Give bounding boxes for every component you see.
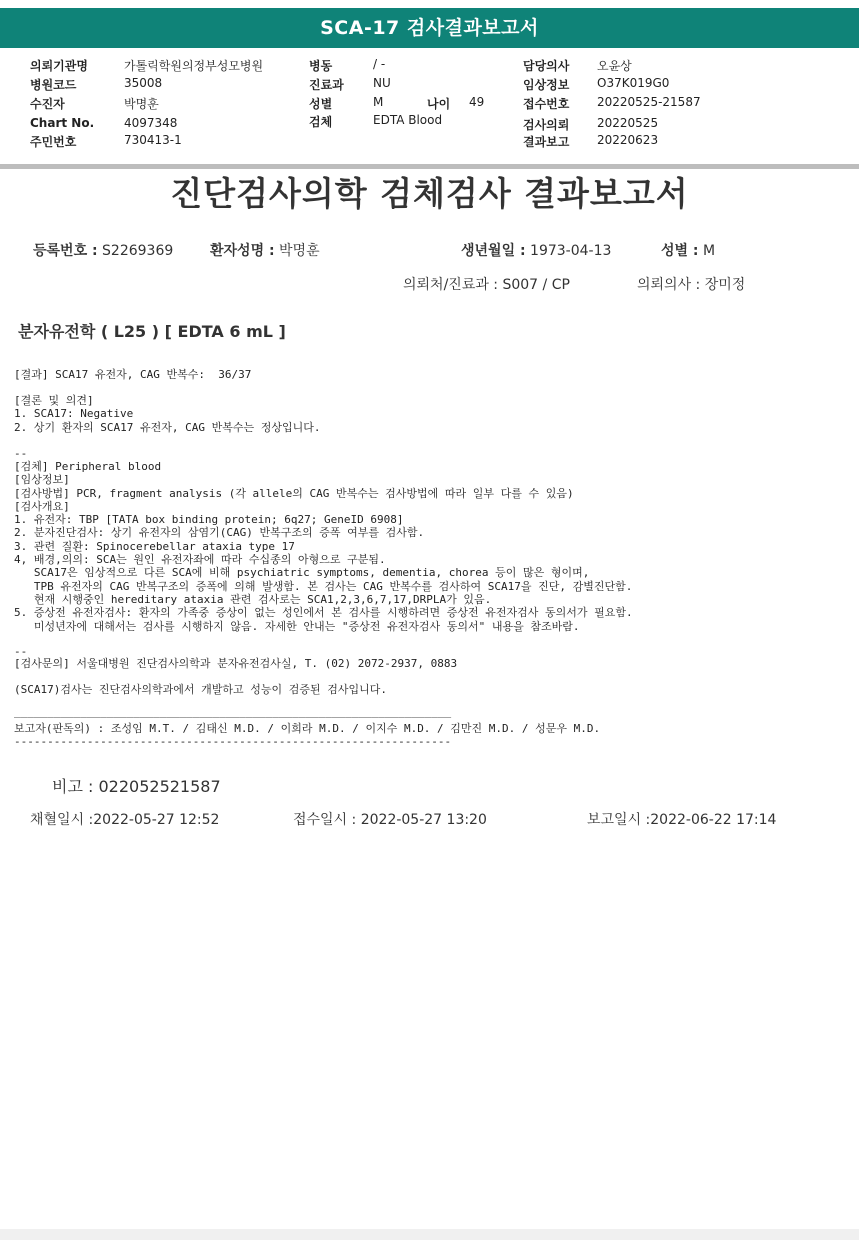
request-info-panel [0,50,859,162]
inquiry-line: [검사문의] 서울대병원 진단검사의학과 분자유전검사실, T. (02) 2072-2937, 0883 [14,657,458,670]
hospital-code-value: 35008 [124,76,163,90]
test-section-title: 분자유전학 ( L25 ) [ EDTA 6 mL ] [18,322,286,341]
clinical-info-label: 임상정보 [523,78,570,92]
patient-sex-label: 성별 : [661,243,699,259]
birth-date-value: 1973-04-13 [530,243,612,259]
report-date-label: 결과보고 [523,135,570,149]
birth-date-label: 생년월일 : [461,243,526,259]
chart-no-label: Chart No. [30,116,95,130]
requesting-department-value: S007 / CP [502,277,570,293]
receipt-time-value: 2022-05-27 13:20 [360,812,487,828]
hospital-value: 가톨릭학원의정부성모병원 [124,59,264,73]
sex-label: 성별 [309,97,333,111]
clinical-info-value: O37K019G0 [597,76,670,90]
report-header-title: SCA-17 검사결과보고서 [0,8,859,48]
requesting-department-label: 의뢰처/진료과 : [403,277,499,293]
report-time-label: 보고일시 : [587,812,651,828]
registration-number-label: 등록번호 : [33,243,98,259]
report-time [587,809,776,829]
doctor-label: 담당의사 [523,59,570,73]
receipt-no-value: 20220525-21587 [597,95,701,109]
patient-value: 박명훈 [124,97,159,111]
department-value: NU [373,76,391,90]
remark-value: 022052521587 [98,777,221,796]
sex-value: M [373,95,384,109]
ward-label: 병동 [309,59,333,73]
hospital-code-label: 병원코드 [30,78,77,92]
request-date-value: 20220525 [597,116,659,130]
chart-no-value: 4097348 [124,116,178,130]
remark [52,774,221,797]
bottom-strip [0,1229,859,1240]
requesting-department [403,274,570,294]
registration-number [33,240,173,260]
patient-sex-value: M [702,243,716,259]
request-date-label: 검사의뢰 [523,118,570,132]
specimen-value: EDTA Blood [373,113,443,127]
requesting-doctor-value: 장미정 [704,277,746,293]
conclusion-block: [결론 및 의견] 1. SCA17: Negative 2. 상기 환자의 SCA17 유전자, CAG 반복수는 정상입니다. [14,394,321,434]
receipt-time [293,809,487,829]
report-time-value: 2022-06-22 17:14 [650,812,777,828]
department-label: 진료과 [309,78,344,92]
receipt-no-label: 접수번호 [523,97,570,111]
resident-no-label: 주민번호 [30,135,77,149]
hospital-label: 의뢰기관명 [30,59,88,73]
requesting-doctor-label: 의뢰의사 : [637,277,701,293]
separator-dash: -- [14,645,28,658]
collection-time [30,809,219,829]
patient-label: 수진자 [30,97,65,111]
age-value: 49 [469,95,485,109]
remark-label: 비고 : [52,777,94,796]
report-date-value: 20220623 [597,133,659,147]
rule-bottom: ------------------------------------------------------------------ [14,735,452,748]
receipt-time-label: 접수일시 : [293,812,357,828]
ward-value: / - [373,57,386,71]
rule-top: __________________________________________________________________ [14,705,452,718]
registration-number-value: S2269369 [102,243,174,259]
age-label: 나이 [427,97,451,111]
specimen-label: 검체 [309,115,333,129]
report-main-title: 진단검사의학 검체검사 결과보고서 [170,174,689,213]
resident-no-value: 730413-1 [124,133,182,147]
test-details-block: [검체] Peripheral blood [임상정보] [검사방법] PCR, fragment analysis (각 allele의 CAG 반복수는 검사방법에 따라 일부 다를 수 있음) [검사개요] 1. 유전자: TBP [TATA box binding protein; 6q27; GeneID 6908] 2. 분자진단검사: 상기 유전자의 삼염기(CAG) 반복구조의 증폭 여부를 검사함. 3. 관련 질환: Spinocerebellar ataxia type 17 4, 배경,의의: SCA는 원인 유전자좌에 따라 수십종의 아형으로 구분됨. SCA17은 임상적으로 다른 SCA에 비해 psychiatric symptoms, dementia, chorea 등이 많은 형이며, TPB 유전자의 CAG 반복구조의 증폭에 의해 발생함. 본 검사는 CAG 반복수를 검사하여 SCA17을 진단, 감별진단함. 현재 시행중인 hereditary ataxia 관련 검사로는 SCA1,2,3,6,7,17,DRPLA가 있음. 5. 증상전 유전자검사: 환자의 가족중 증상이 없는 성인에서 본 검사를 시행하려면 증상전 유전자검사 동의서가 필요함. 미성년자에 대해서는 검사를 시행하지 않음. 자세한 안내는 "증상전 유전자검사 동의서" 내용을 참조바람. [14,460,633,633]
reporters-line: 보고자(판독의) : 조성임 M.T. / 김태신 M.D. / 이희라 M.D. / 이지수 M.D. / 김만진 M.D. / 성문우 M.D. [14,722,601,735]
patient-name-value: 박명훈 [279,243,320,259]
collection-time-value: 2022-05-27 12:52 [93,812,220,828]
doctor-value: 오윤상 [597,59,632,73]
requesting-doctor [637,274,745,294]
validation-note: (SCA17)검사는 진단검사의학과에서 개발하고 성능이 검증된 검사입니다. [14,683,387,696]
collection-time-label: 채혈일시 : [30,812,94,828]
separator-dash: -- [14,447,28,460]
patient-name [210,240,320,260]
patient-name-label: 환자성명 : [210,243,275,259]
test-result-line: [결과] SCA17 유전자, CAG 반복수: 36/37 [14,368,252,381]
patient-sex [661,240,715,260]
birth-date [461,240,611,260]
